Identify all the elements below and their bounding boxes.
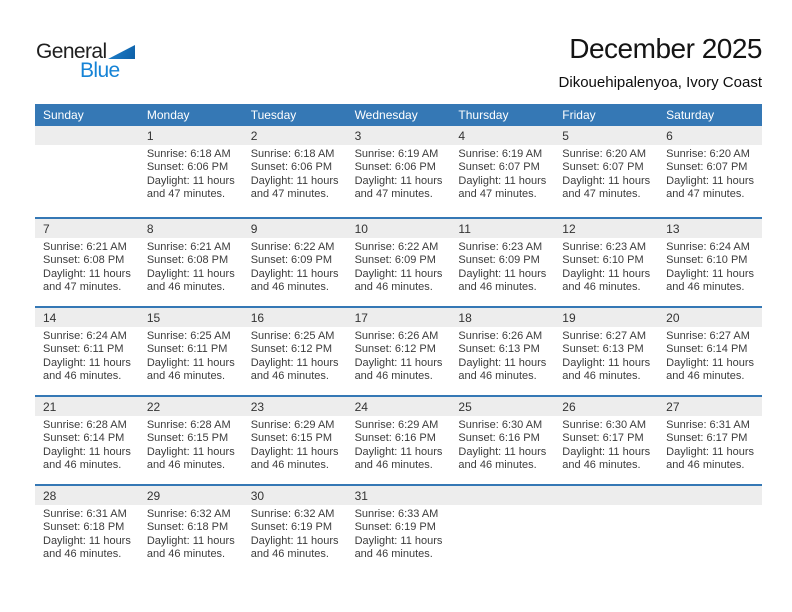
info-line: Daylight: 11 hours xyxy=(146,356,235,369)
day-cell-31 xyxy=(347,486,451,573)
info-line: Sunrise: 6:19 AM xyxy=(458,148,543,160)
day-cell-25 xyxy=(450,397,554,484)
date-number: 12 xyxy=(554,219,658,238)
info-line: Daylight: 11 hours xyxy=(666,174,754,187)
info-line: and 46 minutes. xyxy=(666,370,745,383)
info-line: Sunrise: 6:21 AM xyxy=(43,241,127,253)
day-cell-6 xyxy=(658,126,762,217)
date-number: 25 xyxy=(450,397,554,416)
info-line: Sunrise: 6:32 AM xyxy=(146,508,231,520)
info-line: Daylight: 11 hours xyxy=(562,267,651,280)
day-info xyxy=(347,238,451,295)
date-number: 1 xyxy=(139,126,243,145)
info-line: and 47 minutes. xyxy=(146,188,226,201)
day-info xyxy=(35,416,139,473)
date-number: 19 xyxy=(554,308,658,327)
date-number: 2 xyxy=(243,126,347,145)
info-line: Sunrise: 6:31 AM xyxy=(666,419,750,431)
date-number: 29 xyxy=(139,486,243,505)
info-line: Daylight: 11 hours xyxy=(458,174,547,187)
day-info xyxy=(347,145,451,202)
day-info xyxy=(139,505,243,562)
day-info xyxy=(139,327,243,384)
info-line: Sunrise: 6:23 AM xyxy=(458,241,543,253)
week-row-2 xyxy=(35,217,762,306)
info-line: and 46 minutes. xyxy=(146,370,226,383)
info-line: Daylight: 11 hours xyxy=(354,174,443,187)
day-info xyxy=(450,505,554,508)
day-cell-30 xyxy=(243,486,347,573)
page-subtitle: Dikouehipalenyoa, Ivory Coast xyxy=(558,74,762,91)
info-line: Sunset: 6:11 PM xyxy=(146,343,228,356)
day-cell-9 xyxy=(243,219,347,306)
info-line: and 46 minutes. xyxy=(458,370,537,383)
day-header-friday: Friday xyxy=(562,108,596,122)
date-number: 8 xyxy=(139,219,243,238)
info-line: Daylight: 11 hours xyxy=(43,534,131,547)
date-number: 23 xyxy=(243,397,347,416)
info-line: Sunset: 6:06 PM xyxy=(354,161,436,174)
day-info xyxy=(243,327,347,384)
info-line: Sunset: 6:12 PM xyxy=(250,343,333,356)
info-line: and 47 minutes. xyxy=(43,281,122,294)
calendar-weeks xyxy=(35,126,762,573)
info-line: Daylight: 11 hours xyxy=(354,445,443,458)
info-line: Sunrise: 6:28 AM xyxy=(43,419,127,431)
info-line: Sunrise: 6:30 AM xyxy=(562,419,647,431)
day-cell-empty xyxy=(554,486,658,573)
info-line: Sunrise: 6:24 AM xyxy=(666,241,750,253)
info-line: Sunset: 6:15 PM xyxy=(146,432,229,445)
info-line: and 47 minutes. xyxy=(458,188,537,201)
info-line: Sunrise: 6:19 AM xyxy=(354,148,439,160)
day-info xyxy=(243,145,347,202)
date-number: 9 xyxy=(243,219,347,238)
day-info xyxy=(554,145,658,202)
date-number: 11 xyxy=(450,219,554,238)
day-cell-18 xyxy=(450,308,554,395)
info-line: Daylight: 11 hours xyxy=(250,534,339,547)
info-line: Daylight: 11 hours xyxy=(250,445,339,458)
info-line: and 46 minutes. xyxy=(146,459,226,472)
day-info xyxy=(35,145,139,148)
day-cell-29 xyxy=(139,486,243,573)
info-line: and 46 minutes. xyxy=(250,459,329,472)
date-number xyxy=(658,486,762,505)
info-line: and 47 minutes. xyxy=(562,188,641,201)
date-number: 6 xyxy=(658,126,762,145)
info-line: Daylight: 11 hours xyxy=(146,445,235,458)
date-number: 27 xyxy=(658,397,762,416)
info-line: Sunset: 6:12 PM xyxy=(354,343,436,356)
info-line: Sunset: 6:17 PM xyxy=(666,432,748,445)
day-info xyxy=(450,416,554,473)
info-line: Daylight: 11 hours xyxy=(43,356,131,369)
info-line: and 46 minutes. xyxy=(43,370,122,383)
info-line: Daylight: 11 hours xyxy=(666,267,754,280)
info-line: and 46 minutes. xyxy=(354,281,433,294)
day-cell-11 xyxy=(450,219,554,306)
info-line: Sunrise: 6:18 AM xyxy=(250,148,335,160)
day-cell-23 xyxy=(243,397,347,484)
date-number: 30 xyxy=(243,486,347,505)
date-number: 26 xyxy=(554,397,658,416)
day-header-sunday: Sunday xyxy=(43,108,84,122)
day-cell-empty xyxy=(450,486,554,573)
day-info xyxy=(243,416,347,473)
info-line: Sunrise: 6:29 AM xyxy=(354,419,439,431)
info-line: Sunrise: 6:20 AM xyxy=(666,148,750,160)
date-number: 15 xyxy=(139,308,243,327)
day-cell-empty xyxy=(658,486,762,573)
date-number: 17 xyxy=(347,308,451,327)
info-line: Sunrise: 6:27 AM xyxy=(666,330,750,342)
day-cell-7 xyxy=(35,219,139,306)
day-cell-2 xyxy=(243,126,347,217)
day-cell-21 xyxy=(35,397,139,484)
info-line: Sunset: 6:13 PM xyxy=(458,343,540,356)
day-info xyxy=(347,327,451,384)
day-info xyxy=(139,238,243,295)
info-line: Sunrise: 6:31 AM xyxy=(43,508,127,520)
info-line: Daylight: 11 hours xyxy=(458,267,547,280)
week-row-5 xyxy=(35,484,762,573)
info-line: Daylight: 11 hours xyxy=(146,174,235,187)
date-number: 16 xyxy=(243,308,347,327)
date-number xyxy=(450,486,554,505)
info-line: Sunrise: 6:23 AM xyxy=(562,241,647,253)
day-info xyxy=(658,416,762,473)
info-line: Sunset: 6:08 PM xyxy=(43,254,125,267)
calendar-table xyxy=(35,104,762,573)
info-line: Sunset: 6:06 PM xyxy=(146,161,229,174)
info-line: Sunset: 6:10 PM xyxy=(666,254,748,267)
date-number xyxy=(35,126,139,145)
info-line: Sunrise: 6:22 AM xyxy=(354,241,439,253)
day-cell-16 xyxy=(243,308,347,395)
info-line: and 46 minutes. xyxy=(666,281,745,294)
day-info xyxy=(554,238,658,295)
info-line: Sunset: 6:09 PM xyxy=(250,254,333,267)
info-line: Daylight: 11 hours xyxy=(43,267,131,280)
day-info xyxy=(658,505,762,508)
date-number: 7 xyxy=(35,219,139,238)
info-line: and 47 minutes. xyxy=(354,188,433,201)
day-info xyxy=(347,416,451,473)
day-cell-empty xyxy=(35,126,139,217)
date-number: 31 xyxy=(347,486,451,505)
info-line: Sunset: 6:07 PM xyxy=(666,161,748,174)
info-line: and 47 minutes. xyxy=(666,188,745,201)
day-info xyxy=(243,505,347,562)
info-line: and 46 minutes. xyxy=(562,281,641,294)
day-info xyxy=(243,238,347,295)
info-line: Sunrise: 6:26 AM xyxy=(458,330,543,342)
date-number: 28 xyxy=(35,486,139,505)
info-line: Sunrise: 6:27 AM xyxy=(562,330,647,342)
info-line: Sunset: 6:17 PM xyxy=(562,432,644,445)
info-line: Daylight: 11 hours xyxy=(354,267,443,280)
info-line: Daylight: 11 hours xyxy=(458,445,547,458)
day-header-tuesday: Tuesday xyxy=(250,108,297,122)
info-line: and 47 minutes. xyxy=(250,188,329,201)
info-line: Sunset: 6:13 PM xyxy=(562,343,644,356)
info-line: Sunrise: 6:21 AM xyxy=(146,241,231,253)
logo-text-general: General xyxy=(36,40,107,63)
info-line: Sunrise: 6:32 AM xyxy=(250,508,335,520)
day-cell-5 xyxy=(554,126,658,217)
day-info xyxy=(658,327,762,384)
info-line: Daylight: 11 hours xyxy=(250,267,339,280)
day-info xyxy=(139,145,243,202)
info-line: Sunset: 6:07 PM xyxy=(562,161,644,174)
page-title: December 2025 xyxy=(569,33,762,64)
info-line: and 46 minutes. xyxy=(43,459,122,472)
info-line: Sunset: 6:09 PM xyxy=(458,254,540,267)
info-line: and 46 minutes. xyxy=(146,281,226,294)
info-line: Daylight: 11 hours xyxy=(562,445,651,458)
date-number: 5 xyxy=(554,126,658,145)
day-info xyxy=(347,505,451,562)
day-header-monday: Monday xyxy=(146,108,190,122)
info-line: Daylight: 11 hours xyxy=(146,534,235,547)
info-line: and 46 minutes. xyxy=(250,370,329,383)
day-info xyxy=(450,327,554,384)
info-line: Sunset: 6:07 PM xyxy=(458,161,540,174)
info-line: and 46 minutes. xyxy=(354,370,433,383)
day-cell-24 xyxy=(347,397,451,484)
info-line: and 46 minutes. xyxy=(250,281,329,294)
day-cell-14 xyxy=(35,308,139,395)
day-cell-4 xyxy=(450,126,554,217)
info-line: Sunrise: 6:26 AM xyxy=(354,330,439,342)
day-cell-3 xyxy=(347,126,451,217)
info-line: Sunset: 6:06 PM xyxy=(250,161,333,174)
logo-triangle-icon xyxy=(108,45,135,59)
info-line: Sunrise: 6:28 AM xyxy=(146,419,231,431)
info-line: and 46 minutes. xyxy=(146,548,226,561)
day-cell-22 xyxy=(139,397,243,484)
generalblue-logo xyxy=(36,40,176,86)
day-cell-26 xyxy=(554,397,658,484)
week-row-1 xyxy=(35,126,762,217)
day-cell-17 xyxy=(347,308,451,395)
day-info xyxy=(139,416,243,473)
day-cell-13 xyxy=(658,219,762,306)
info-line: Sunrise: 6:20 AM xyxy=(562,148,647,160)
info-line: Sunset: 6:11 PM xyxy=(43,343,124,356)
day-info xyxy=(658,145,762,202)
info-line: Sunset: 6:18 PM xyxy=(146,521,229,534)
info-line: Sunrise: 6:33 AM xyxy=(354,508,439,520)
info-line: and 46 minutes. xyxy=(354,548,433,561)
logo-text-blue: Blue xyxy=(80,59,120,82)
info-line: and 46 minutes. xyxy=(562,459,641,472)
date-number: 14 xyxy=(35,308,139,327)
info-line: Sunset: 6:19 PM xyxy=(250,521,333,534)
info-line: Daylight: 11 hours xyxy=(250,174,339,187)
day-info xyxy=(35,327,139,384)
day-info xyxy=(554,327,658,384)
date-number: 20 xyxy=(658,308,762,327)
info-line: Sunrise: 6:25 AM xyxy=(146,330,231,342)
info-line: Daylight: 11 hours xyxy=(354,356,443,369)
day-info xyxy=(658,238,762,295)
day-header-saturday: Saturday xyxy=(666,108,715,122)
info-line: Sunset: 6:18 PM xyxy=(43,521,125,534)
info-line: Sunset: 6:08 PM xyxy=(146,254,229,267)
info-line: Daylight: 11 hours xyxy=(562,174,651,187)
date-number: 24 xyxy=(347,397,451,416)
info-line: Daylight: 11 hours xyxy=(666,356,754,369)
date-number: 21 xyxy=(35,397,139,416)
info-line: Sunrise: 6:22 AM xyxy=(250,241,335,253)
info-line: Sunrise: 6:29 AM xyxy=(250,419,335,431)
info-line: Sunrise: 6:30 AM xyxy=(458,419,543,431)
day-cell-10 xyxy=(347,219,451,306)
info-line: Sunset: 6:19 PM xyxy=(354,521,436,534)
info-line: Daylight: 11 hours xyxy=(146,267,235,280)
info-line: and 46 minutes. xyxy=(250,548,329,561)
info-line: Sunrise: 6:18 AM xyxy=(146,148,231,160)
info-line: Sunset: 6:09 PM xyxy=(354,254,436,267)
day-cell-20 xyxy=(658,308,762,395)
info-line: Sunrise: 6:24 AM xyxy=(43,330,127,342)
day-header-wednesday: Wednesday xyxy=(354,108,418,122)
date-number: 4 xyxy=(450,126,554,145)
info-line: and 46 minutes. xyxy=(666,459,745,472)
date-number: 13 xyxy=(658,219,762,238)
info-line: Daylight: 11 hours xyxy=(458,356,547,369)
info-line: Sunset: 6:10 PM xyxy=(562,254,644,267)
info-line: Sunset: 6:16 PM xyxy=(458,432,540,445)
day-info xyxy=(554,505,658,508)
day-info xyxy=(35,505,139,562)
info-line: Daylight: 11 hours xyxy=(43,445,131,458)
info-line: Sunset: 6:15 PM xyxy=(250,432,333,445)
info-line: Daylight: 11 hours xyxy=(354,534,443,547)
day-header-row xyxy=(35,104,762,126)
date-number: 22 xyxy=(139,397,243,416)
info-line: and 46 minutes. xyxy=(458,459,537,472)
info-line: Sunrise: 6:25 AM xyxy=(250,330,335,342)
date-number: 3 xyxy=(347,126,451,145)
info-line: Sunset: 6:14 PM xyxy=(43,432,125,445)
info-line: Daylight: 11 hours xyxy=(250,356,339,369)
day-cell-12 xyxy=(554,219,658,306)
info-line: and 46 minutes. xyxy=(458,281,537,294)
day-info xyxy=(35,238,139,295)
date-number: 18 xyxy=(450,308,554,327)
day-cell-1 xyxy=(139,126,243,217)
info-line: and 46 minutes. xyxy=(43,548,122,561)
day-info xyxy=(554,416,658,473)
info-line: Sunset: 6:16 PM xyxy=(354,432,436,445)
day-cell-28 xyxy=(35,486,139,573)
date-number: 10 xyxy=(347,219,451,238)
day-cell-19 xyxy=(554,308,658,395)
info-line: Sunset: 6:14 PM xyxy=(666,343,748,356)
week-row-3 xyxy=(35,306,762,395)
day-info xyxy=(450,238,554,295)
info-line: and 46 minutes. xyxy=(562,370,641,383)
info-line: Daylight: 11 hours xyxy=(666,445,754,458)
day-cell-8 xyxy=(139,219,243,306)
info-line: Daylight: 11 hours xyxy=(562,356,651,369)
info-line: and 46 minutes. xyxy=(354,459,433,472)
title-block xyxy=(559,33,762,91)
day-cell-15 xyxy=(139,308,243,395)
day-header-thursday: Thursday xyxy=(458,108,509,122)
day-info xyxy=(450,145,554,202)
day-cell-27 xyxy=(658,397,762,484)
week-row-4 xyxy=(35,395,762,484)
date-number xyxy=(554,486,658,505)
